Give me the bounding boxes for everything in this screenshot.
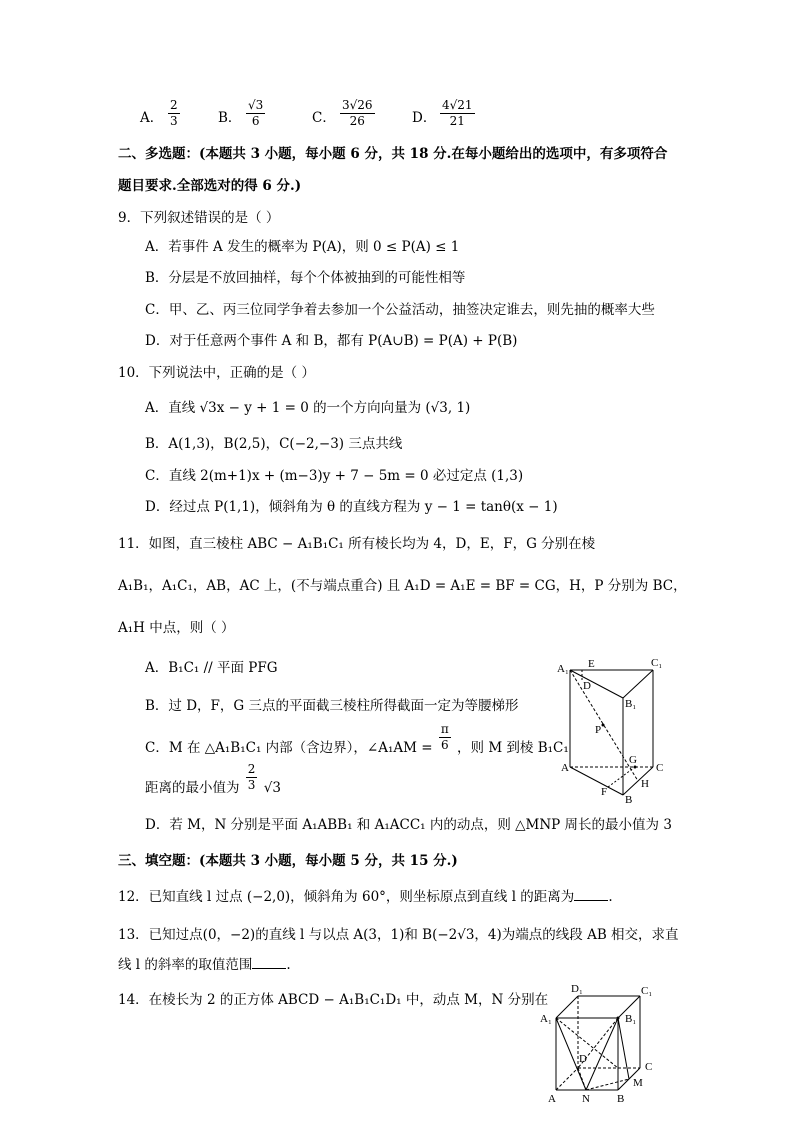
q11-option-c-pre: C．M 在 △A₁B₁C₁ 内部（含边界），∠A₁AM = <box>145 740 433 756</box>
q11-option-c2-num: 2 <box>247 762 256 776</box>
cube-label-c: C <box>645 1061 653 1073</box>
prism-label-h: H <box>641 778 649 790</box>
q11-stem-line3: A₁H 中点，则（ ） <box>118 620 235 636</box>
prism-figure <box>555 655 675 805</box>
q8-option-b-den: 6 <box>251 114 260 128</box>
section2-heading-line1: 二、多选题：(本题共 3 小题，每小题 6 分，共 18 分.在每小题给出的选项中，有多项符合 <box>118 146 668 162</box>
q11-option-c2-post: √3 <box>263 780 281 796</box>
q12-answer-blank[interactable] <box>574 888 608 901</box>
q8-option-b-num: √3 <box>248 98 264 112</box>
q8-option-b-label: B． <box>218 110 242 126</box>
q9-option-b: B．分层是不放回抽样，每个个体被抽到的可能性相等 <box>145 270 466 286</box>
q8-option-d-num: 4√21 <box>442 98 473 112</box>
q10-option-b: B．A(1,3)，B(2,5)，C(−2,−3) 三点共线 <box>145 436 403 452</box>
q14-stem: 14．在棱长为 2 的正方体 ABCD − A₁B₁C₁D₁ 中，动点 M，N 分别在 <box>118 992 549 1008</box>
q11-option-c-den: 6 <box>440 738 449 752</box>
q8-option-d-den: 21 <box>449 114 465 128</box>
prism-label-b: B <box>625 794 633 805</box>
q9-option-c: C．甲、乙、丙三位同学争着去参加一个公益活动，抽签决定谁去，则先抽的概率大些 <box>145 302 655 318</box>
q11-stem-line2: A₁B₁，A₁C₁，AB，AC 上，(不与端点重合) 且 A₁D = A₁E = BF = CG，H，P 分别为 BC， <box>118 578 687 594</box>
cube-figure <box>538 982 668 1104</box>
prism-label-g: G <box>629 754 637 766</box>
prism-point-p <box>602 724 605 727</box>
prism-label-c: C <box>656 762 664 774</box>
q11-stem-line1: 11．如图，直三棱柱 ABC − A₁B₁C₁ 所有棱长均为 4，D，E，F，G 分别在棱 <box>118 536 596 552</box>
q10-stem: 10．下列说法中，正确的是（ ） <box>118 365 315 381</box>
q11-option-c2-den: 3 <box>247 778 256 792</box>
q11-option-a: A．B₁C₁ // 平面 PFG <box>145 660 278 676</box>
q11-option-b: B．过 D，F，G 三点的平面截三棱柱所得截面一定为等腰梯形 <box>145 698 519 714</box>
q8-option-c-den: 26 <box>349 114 365 128</box>
q8-option-c-fraction <box>340 98 375 129</box>
q10-option-d: D．经过点 P(1,1)，倾斜角为 θ 的直线方程为 y − 1 = tanθ(x − 1) <box>145 499 558 515</box>
q11-option-c2-fraction <box>246 762 258 793</box>
q11-option-c-post: ，则 M 到棱 B₁C₁ <box>457 740 569 756</box>
q12-text: 12．已知直线 l 过点 (−2,0)，倾斜角为 60°，则坐标原点到直线 l 的距离为 <box>118 889 575 905</box>
cube-point-b1 <box>617 1017 620 1020</box>
prism-label-a: A <box>561 762 569 774</box>
prism-label-c1: C₁ <box>651 657 663 669</box>
q8-option-a-fraction <box>168 98 180 129</box>
prism-label-f: F <box>601 786 608 798</box>
cube-label-c1: C₁ <box>641 985 653 997</box>
cube-line-b1m <box>618 1018 629 1079</box>
q13-line1: 13．已知过点(0，−2)的直线 l 与以点 A(3，1)和 B(−2√3，4)为端点的线段 AB 相交，求直 <box>118 927 679 943</box>
cube-label-a: A <box>548 1093 556 1104</box>
cube-label-n: N <box>582 1093 590 1104</box>
q12 <box>118 887 613 907</box>
cube-label-b: B <box>617 1093 625 1104</box>
q8-option-b-fraction <box>246 98 265 129</box>
cube-label-b1: B₁ <box>625 1013 637 1025</box>
cube-edge-ad-hidden <box>556 1068 578 1090</box>
prism-edge-b1c1 <box>623 670 653 698</box>
cube-label-a1: A₁ <box>540 1013 552 1025</box>
prism-line-fg <box>608 767 635 787</box>
q11-option-c2-pre: 距离的最小值为 <box>145 780 240 796</box>
prism-label-e: E <box>588 658 595 670</box>
q10-option-a: A．直线 √3x − y + 1 = 0 的一个方向向量为 (√3, 1) <box>145 400 471 416</box>
q11-option-c <box>145 724 569 764</box>
cube-line-b1n <box>586 1018 618 1090</box>
prism-edge-a1b1 <box>570 670 623 698</box>
q8-option-c-num: 3√26 <box>342 98 373 112</box>
prism-label-d: D <box>583 680 591 692</box>
cube-line-a1m <box>556 1018 618 1068</box>
q10-option-c: C．直线 2(m+1)x + (m−3)y + 7 − 5m = 0 必过定点 (1,3) <box>145 468 524 484</box>
prism-label-a1: A₁ <box>557 663 569 675</box>
prism-label-p: P <box>595 724 602 736</box>
q8-option-d-fraction <box>440 98 475 129</box>
q8-option-d-label: D． <box>412 110 437 126</box>
q11-option-d: D．若 M，N 分别是平面 A₁ABB₁ 和 A₁ACC₁ 内的动点，则 △MNP 周长的最小值为 3 <box>145 817 672 833</box>
q8-option-c-label: C． <box>312 110 336 126</box>
section2-heading-line2: 题目要求.全部选对的得 6 分.) <box>118 178 302 194</box>
prism-edge-ab <box>570 767 623 795</box>
cube-label-d1: D₁ <box>571 983 583 995</box>
q8-option-a-num: 2 <box>170 98 178 112</box>
q9-option-d: D．对于任意两个事件 A 和 B，都有 P(A∪B) = P(A) + P(B) <box>145 333 518 349</box>
q9-option-a: A．若事件 A 发生的概率为 P(A)，则 0 ≤ P(A) ≤ 1 <box>145 239 460 255</box>
q12-post: . <box>608 889 613 905</box>
q9-stem: 9．下列叙述错误的是（ ） <box>118 210 280 226</box>
prism-label-b1: B₁ <box>625 698 637 710</box>
cube-line-nm <box>586 1079 629 1090</box>
q13-line2-post: . <box>286 957 291 973</box>
q11-option-c-fraction <box>439 722 451 753</box>
q13-answer-blank[interactable] <box>252 956 286 969</box>
q13-line2-text: 线 l 的斜率的取值范围 <box>118 957 253 973</box>
cube-label-m: M <box>633 1077 643 1089</box>
q13-line2 <box>118 955 291 975</box>
cube-edge-a1d1 <box>556 996 578 1018</box>
q8-option-a-den: 3 <box>170 114 178 128</box>
q8-option-a-label: A． <box>140 110 164 126</box>
q11-option-c-num: π <box>440 722 449 736</box>
section3-heading: 三、填空题：(本题共 3 小题，每小题 5 分，共 15 分.) <box>118 853 458 869</box>
q11-option-c-line2 <box>145 764 281 804</box>
cube-label-d: D <box>579 1053 587 1065</box>
